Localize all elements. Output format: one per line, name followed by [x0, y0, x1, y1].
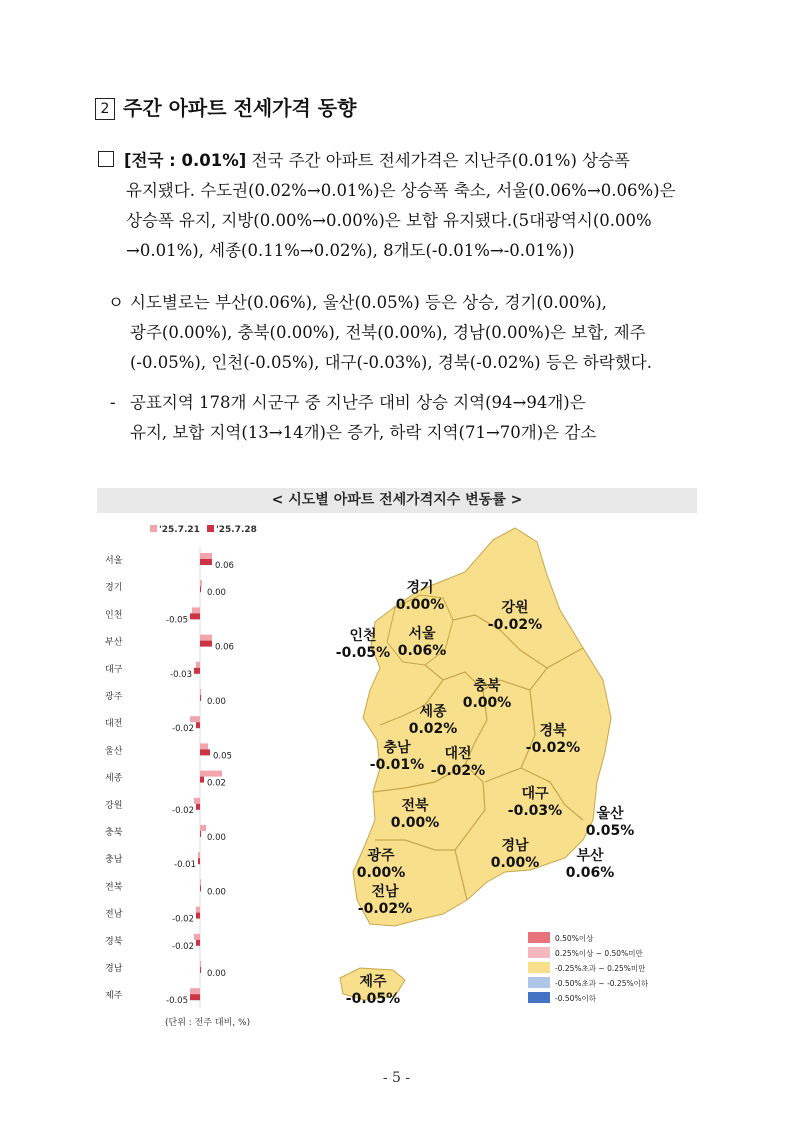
value-label: 0.02 — [207, 778, 226, 789]
summary-line-3: →0.01%), 세종(0.11%→0.02%), 8개도(-0.01%→-0.01%)) — [126, 241, 575, 260]
bullet-dash-icon: - — [110, 393, 116, 412]
map-region-name: 대전 — [444, 746, 472, 762]
section-number: 2 — [95, 98, 115, 120]
map-region-value: -0.03% — [507, 803, 563, 819]
value-label: -0.02 — [172, 724, 194, 735]
regional-line-1: 광주(0.00%), 충북(0.00%), 전북(0.00%), 경남(0.00%)은 보합, 제주 — [130, 323, 646, 342]
legend-label-prev: '25.7.21 — [159, 525, 200, 535]
bar-curr — [190, 994, 200, 1000]
bar-curr — [200, 559, 212, 565]
unit-note: (단위 : 전주 대비, %) — [165, 1018, 251, 1028]
bar-curr — [198, 858, 200, 864]
value-label: -0.01 — [174, 860, 196, 871]
value-label: 0.00 — [207, 969, 226, 979]
bar-prev — [200, 961, 201, 967]
category-label: 인천 — [105, 610, 123, 621]
value-label: -0.05 — [166, 996, 188, 1007]
category-label: 충북 — [105, 828, 123, 838]
map-region-name: 전남 — [371, 884, 399, 900]
category-label: 서울 — [105, 556, 123, 566]
map-region-value: -0.02% — [357, 901, 413, 917]
map-region-name: 인천 — [349, 628, 377, 644]
value-label: -0.03 — [170, 669, 192, 680]
map-region-name: 제주 — [359, 974, 387, 990]
map-region-name: 충북 — [473, 678, 501, 694]
value-label: 0.00 — [207, 588, 226, 599]
bar-prev — [200, 635, 212, 641]
bar-curr — [200, 967, 201, 973]
bar-chart — [95, 518, 295, 1038]
bar-prev — [200, 689, 201, 695]
map-region-value: -0.05% — [335, 645, 391, 661]
category-label: 세종 — [105, 773, 123, 784]
section-title-text: 주간 아파트 전세가격 동향 — [123, 96, 357, 120]
legend-range-label: -0.50%초과 ~ -0.25%이하 — [555, 979, 649, 988]
category-label: 경북 — [105, 936, 123, 947]
regional-paragraph — [108, 288, 703, 378]
category-label: 대구 — [105, 664, 123, 675]
bar-curr — [200, 586, 201, 592]
legend-range-label: 0.50%이상 — [555, 934, 594, 943]
map-region-value: 0.06% — [397, 643, 447, 659]
section-title — [95, 92, 356, 121]
map-region-name: 서울 — [408, 626, 436, 642]
bar-prev — [190, 716, 200, 722]
regional-line-2: (-0.05%), 인천(-0.05%), 대구(-0.03%), 경북(-0.02%) 등은 하락했다. — [130, 353, 652, 372]
category-label: 경기 — [105, 583, 123, 594]
bar-prev — [200, 553, 212, 559]
legend-color-swatch — [528, 977, 550, 988]
map-region-value: 0.00% — [462, 695, 512, 711]
value-label: 0.06 — [215, 642, 234, 653]
legend-range-label: 0.25%이상 ~ 0.50%미만 — [555, 949, 643, 958]
bar-prev — [200, 825, 206, 831]
value-label: -0.02 — [172, 941, 194, 952]
map-region-value: -0.02% — [487, 617, 543, 633]
bar-curr — [200, 777, 204, 783]
bar-prev — [192, 607, 200, 613]
map-region-name: 경북 — [539, 723, 567, 739]
bar-prev — [200, 580, 202, 586]
bar-prev — [198, 852, 200, 858]
category-label: 전북 — [105, 882, 123, 893]
summary-line-2: 상승폭 유지, 지방(0.00%→0.00%)은 보합 유지됐다.(5대광역시(0.00% — [126, 211, 652, 230]
map-region-value: 0.00% — [395, 597, 445, 613]
map-region-name: 전북 — [401, 798, 429, 814]
category-label: 강원 — [105, 800, 123, 811]
korea-map — [325, 520, 660, 1020]
map-region-value: 0.02% — [408, 721, 458, 737]
bullet-circle-icon: ㅇ — [108, 293, 124, 312]
bar-prev — [196, 907, 200, 913]
legend-label-curr: '25.7.28 — [216, 525, 257, 535]
value-label: 0.05 — [213, 751, 232, 762]
bar-prev — [194, 798, 200, 804]
category-label: 충남 — [105, 855, 123, 866]
map-region-value: -0.02% — [525, 740, 581, 756]
legend-range-label: -0.50%이하 — [555, 994, 597, 1003]
map-region-name: 경기 — [406, 580, 434, 596]
figure-title: < 시도별 아파트 전세가격지수 변동률 > — [97, 488, 697, 513]
map-region-value: 0.00% — [390, 815, 440, 831]
bar-curr — [200, 641, 212, 647]
districts-line-1: 유지, 보합 지역(13→14개)은 증가, 하락 지역(71→70개)은 감소 — [130, 423, 597, 442]
checkbox-square-icon — [98, 151, 114, 167]
bar-prev — [190, 988, 200, 994]
bar-curr — [196, 940, 200, 946]
category-label: 경남 — [105, 964, 123, 974]
legend-swatch-curr — [207, 525, 214, 532]
legend-color-swatch — [528, 947, 550, 958]
summary-line-1: 유지됐다. 수도권(0.02%→0.01%)은 상승폭 축소, 서울(0.06%→0.06%)은 — [126, 181, 676, 200]
bar-curr — [200, 749, 210, 755]
map-region-name: 강원 — [501, 600, 529, 616]
districts-paragraph — [110, 388, 703, 448]
bar-curr — [194, 668, 200, 674]
value-label: 0.06 — [215, 561, 234, 571]
value-label: -0.02 — [172, 914, 194, 925]
map-region-name: 세종 — [419, 704, 447, 720]
bar-prev — [194, 934, 200, 940]
regional-line-0: 시도별로는 부산(0.06%), 울산(0.05%) 등은 상승, 경기(0.00%), — [130, 293, 607, 312]
map-region-name: 광주 — [367, 848, 395, 864]
bar-curr — [200, 695, 201, 701]
bar-curr — [196, 722, 200, 728]
value-label: -0.05 — [166, 615, 188, 626]
map-region-value: -0.01% — [369, 757, 425, 773]
category-label: 울산 — [105, 746, 123, 757]
legend-swatch-prev — [150, 525, 157, 532]
bar-prev — [200, 743, 208, 749]
legend-color-swatch — [528, 962, 550, 973]
value-label: 0.00 — [207, 697, 226, 707]
map-region-value: 0.05% — [585, 823, 635, 839]
legend-color-swatch — [528, 932, 550, 943]
value-label: -0.02 — [172, 805, 194, 816]
value-label: 0.00 — [207, 887, 226, 898]
category-label: 부산 — [105, 637, 123, 648]
legend-range-label: -0.25%초과 ~ 0.25%미만 — [555, 964, 646, 973]
map-region-name: 충남 — [383, 740, 411, 756]
legend-color-swatch — [528, 992, 550, 1003]
bar-prev — [200, 771, 222, 777]
chart-legend — [150, 525, 257, 535]
map-region-value: 0.00% — [356, 865, 406, 881]
page-number: - 5 - — [382, 1070, 411, 1086]
map-region-value: -0.05% — [345, 991, 401, 1007]
map-legend — [528, 932, 649, 1003]
category-label: 전남 — [105, 909, 123, 920]
summary-lead: [전국 : 0.01%] — [124, 151, 247, 170]
districts-line-0: 공표지역 178개 시군구 중 지난주 대비 상승 지역(94→94개)은 — [130, 393, 586, 412]
bar-curr — [200, 885, 201, 891]
bar-prev — [196, 662, 200, 668]
map-region-name: 울산 — [596, 806, 624, 822]
summary-paragraph — [98, 146, 698, 266]
value-label: 0.00 — [207, 833, 226, 843]
bar-curr — [190, 613, 200, 619]
map-region-value: 0.00% — [490, 855, 540, 871]
category-label: 대전 — [105, 719, 123, 730]
map-region-name: 부산 — [576, 848, 604, 864]
map-region-value: -0.02% — [430, 763, 486, 779]
map-region-name: 대구 — [521, 786, 549, 802]
map-region-name: 경남 — [501, 838, 529, 854]
category-label: 광주 — [105, 692, 123, 702]
bar-curr — [196, 913, 200, 919]
category-label: 제주 — [105, 991, 123, 1002]
summary-line-0: 전국 주간 아파트 전세가격은 지난주(0.01%) 상승폭 — [251, 151, 630, 170]
bar-curr — [196, 804, 200, 810]
map-region-value: 0.06% — [565, 865, 615, 881]
bar-curr — [200, 831, 201, 837]
bar-prev — [200, 879, 201, 885]
